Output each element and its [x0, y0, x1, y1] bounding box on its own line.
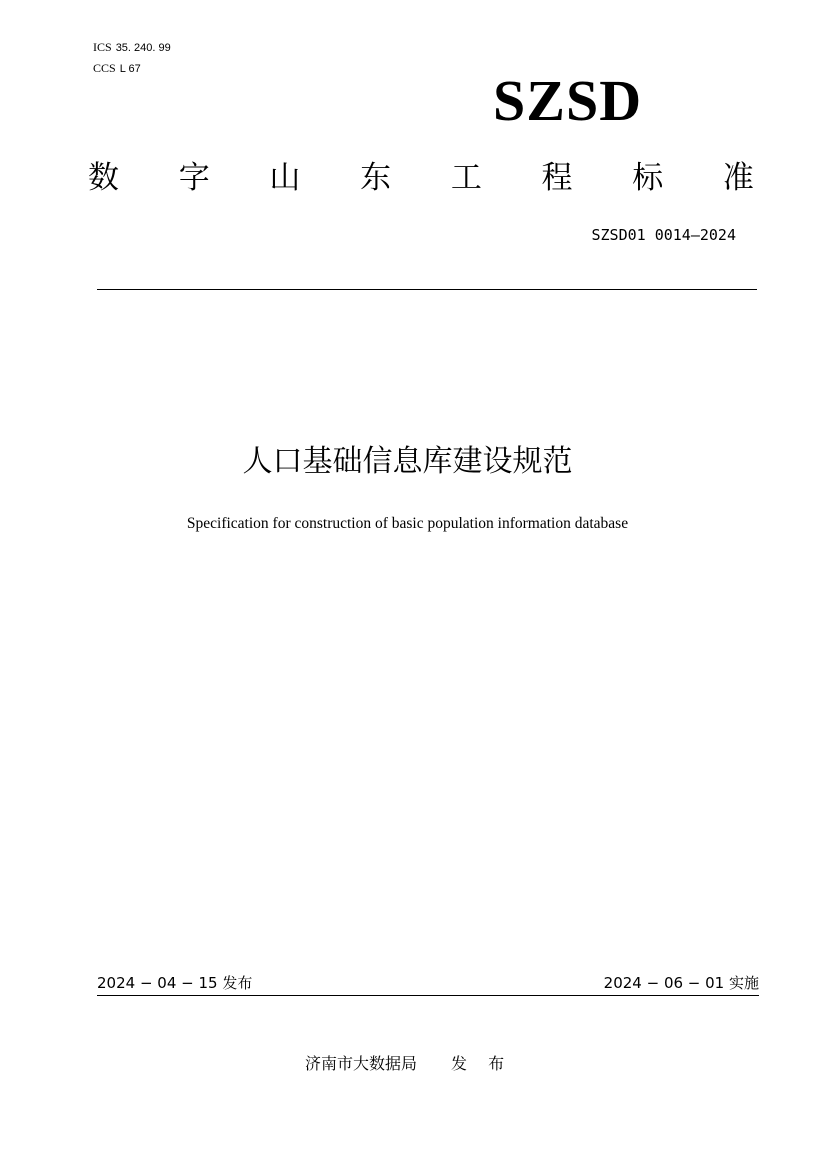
header-divider — [97, 289, 757, 290]
ccs-code: L 67 — [119, 63, 141, 75]
footer-divider — [97, 995, 759, 996]
org-char: 东 — [360, 160, 392, 196]
document-title-english: Specification for construction of basic population information database — [186, 515, 629, 532]
publisher-name: 济南市大数据局 — [305, 1054, 418, 1073]
ics-label: ICS — [93, 40, 112, 54]
implementation-date: 2024 − 06 − 01 实施 — [603, 974, 759, 992]
date-row — [97, 972, 759, 994]
org-char: 标 — [632, 160, 664, 196]
issue-date: 2024 − 04 − 15 发布 — [97, 974, 253, 992]
org-char: 数 — [88, 160, 119, 196]
org-char: 程 — [541, 160, 573, 196]
org-char: 准 — [722, 160, 754, 196]
standard-organization-name — [88, 156, 754, 200]
document-title-chinese: 人口基础信息库建设规范 — [242, 444, 573, 479]
org-char: 字 — [178, 160, 210, 196]
ics-code: 35. 240. 99 — [115, 42, 171, 54]
brand-logo-text: SZSD — [493, 68, 643, 133]
org-char: 山 — [269, 160, 301, 196]
org-char: 工 — [450, 160, 482, 196]
standard-number: SZSD01 0014—2024 — [591, 226, 736, 244]
ccs-label: CCS — [93, 61, 116, 75]
publisher-line — [305, 1053, 512, 1075]
publish-action: 发 布 — [451, 1054, 513, 1073]
ics-line — [93, 40, 171, 55]
ccs-line — [93, 61, 141, 76]
